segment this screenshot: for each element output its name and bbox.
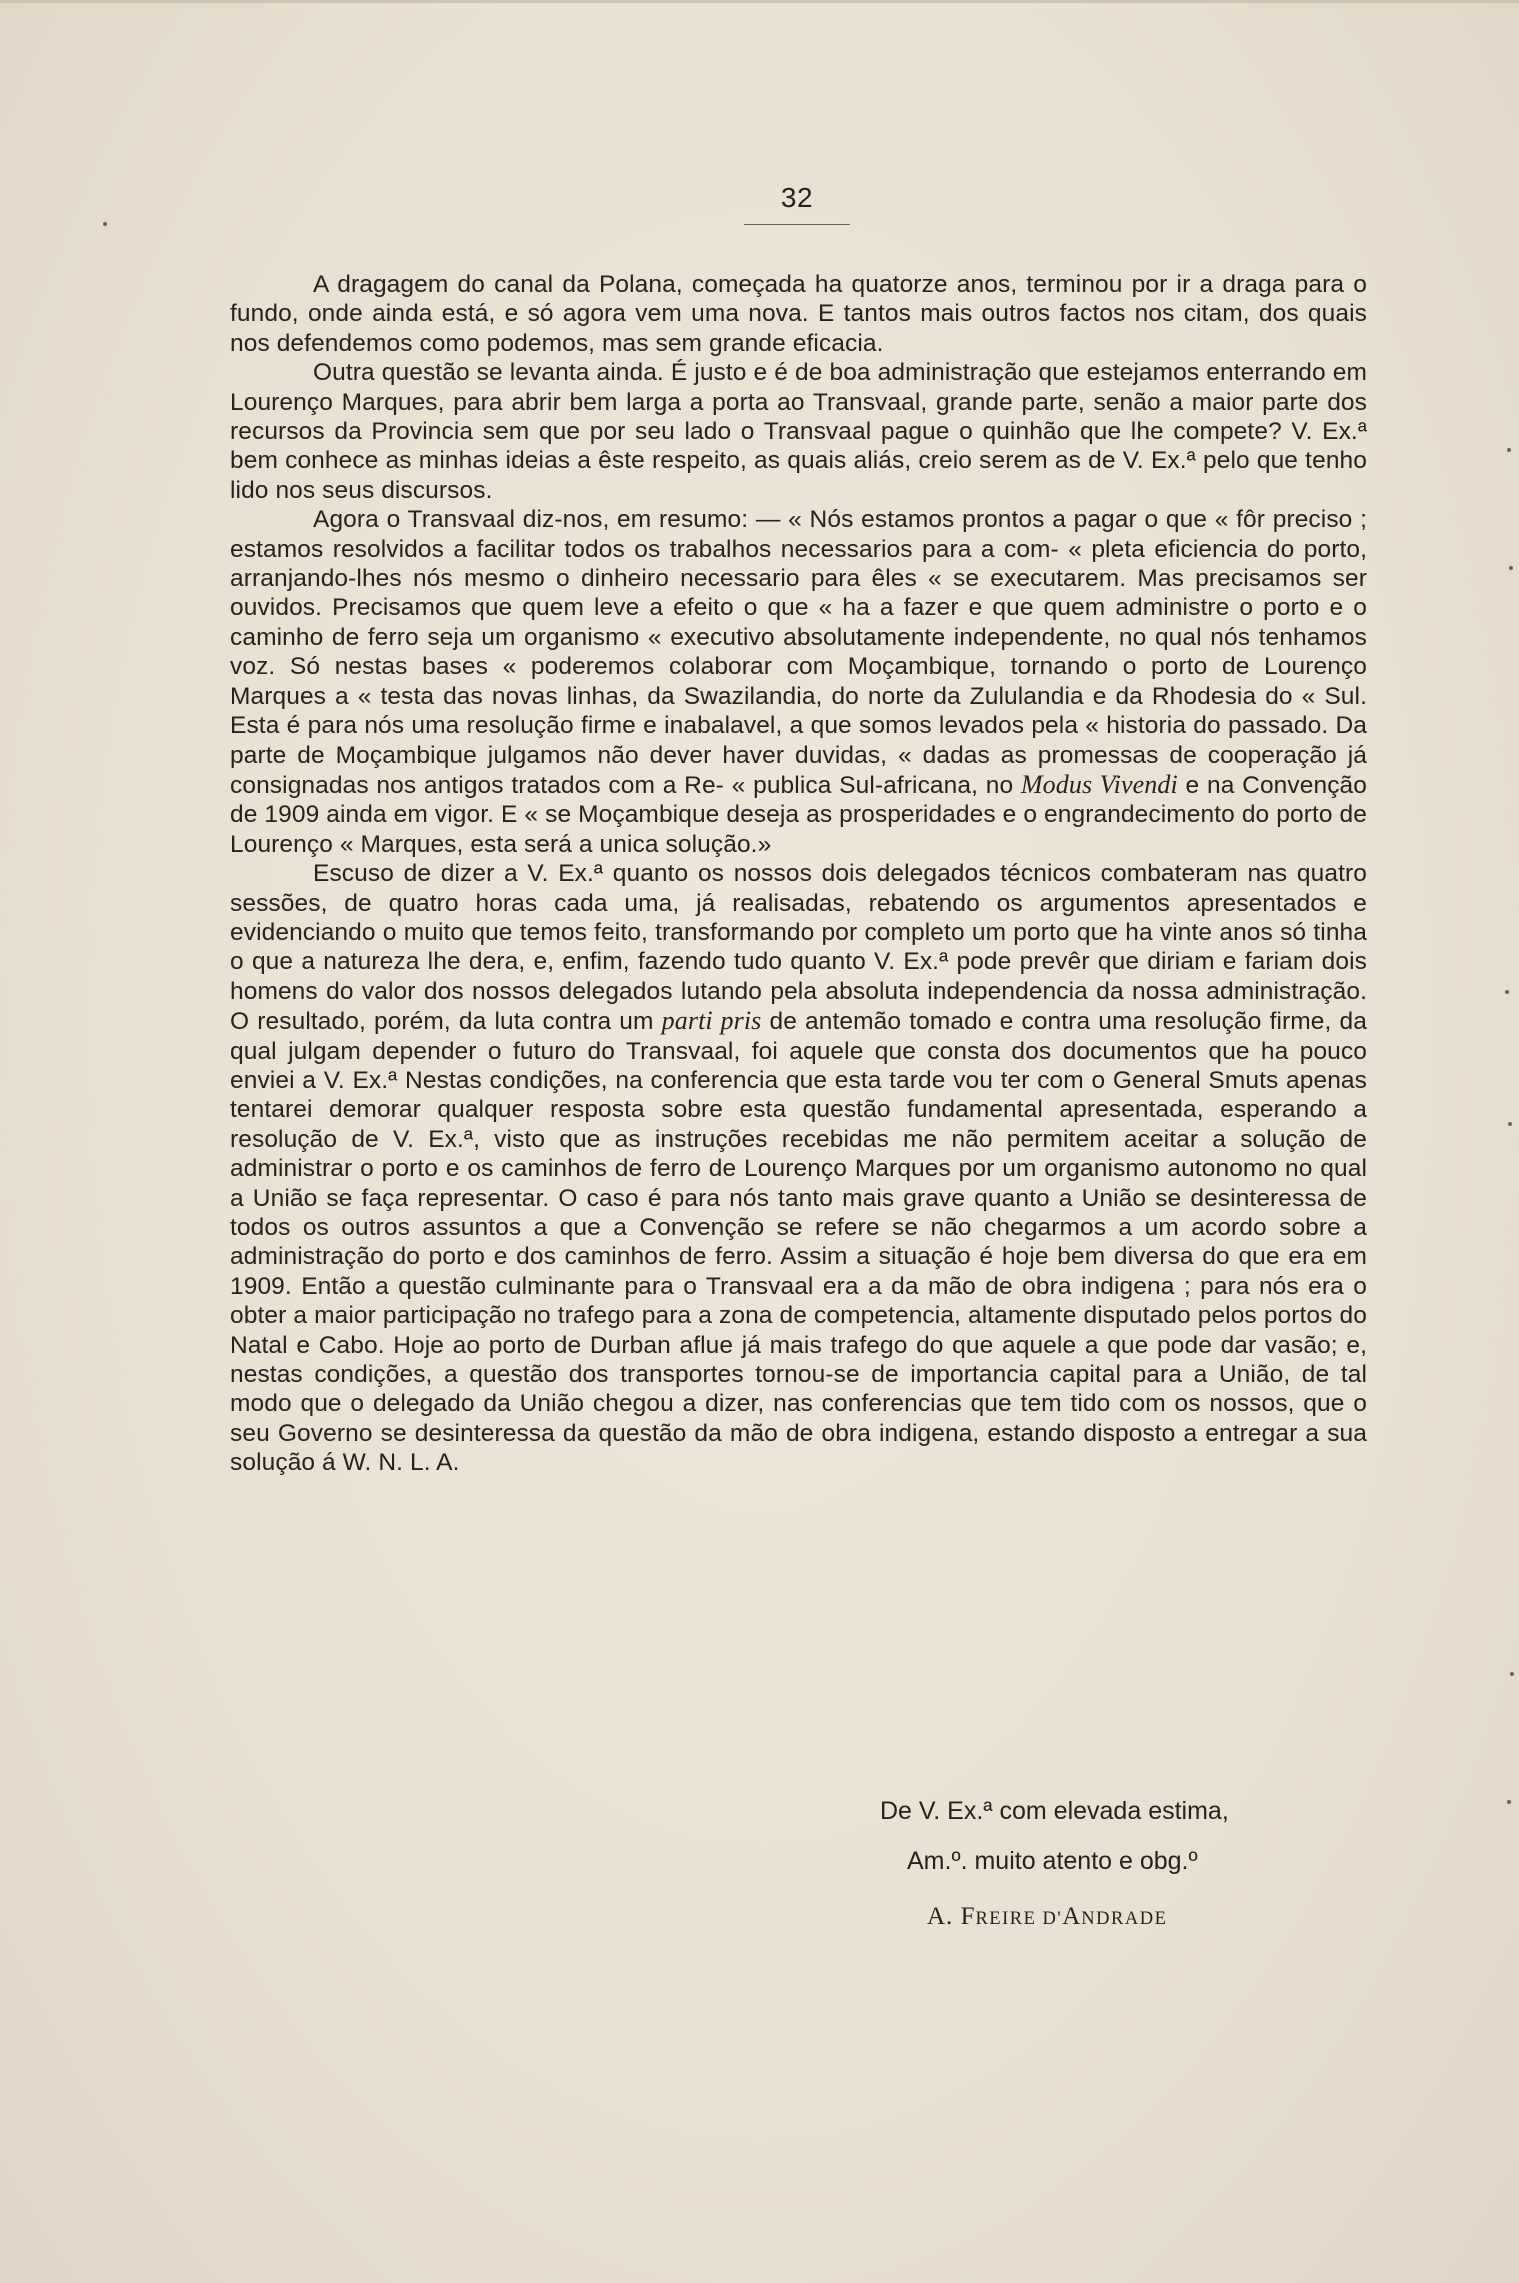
paper-speck [1508, 1122, 1512, 1126]
paper-speck [1509, 566, 1513, 570]
parti-pris-italic: parti pris [661, 1006, 762, 1036]
signature [927, 1903, 1167, 1931]
signature-cap-1: F [960, 1903, 976, 1930]
signature-initial: A. [927, 1903, 954, 1930]
signature-smallcaps-2: NDRADE [1081, 1909, 1168, 1929]
paragraph-3-text: Agora o Transvaal diz-nos, em resumo: — « Nós estamos prontos a pagar o que « fôr preciso ; estamos resolvidos a facilitar todos os trabalhos necessarios para a com- « pleta eficiencia do porto, arranjando-lhes nós mesmo o dinheiro necessario para êles « se executarem. Mas precisamos ser ouvidos. Precisamos que quem leve a efeito o que « ha a fazer e que quem administre o porto e o caminho de ferro seja um organismo « executivo absolutamente independente, no qual nós tenhamos voz. Só nestas bases « poderemos colaborar com Moçambique, tornando o porto de Lourenço Marques a « testa das novas linhas, da Swazilandia, do norte da Zululandia e da Rhodesia do « Sul. Esta é para nós uma resolução firme e inabalavel, a que somos levados pela « historia do passado. Da parte de Moçambique julgamos não dever haver duvidas, « dadas as promessas de cooperação já consignadas nos antigos tratados com a Re- « publica Sul-africana, no [230, 506, 1367, 799]
letter-body [230, 270, 1367, 1478]
page-number-rule [744, 224, 850, 225]
modus-vivendi-italic: Modus Vivendi [1020, 769, 1178, 799]
signature-cap-2: A [1062, 1903, 1082, 1930]
paper-speck [1507, 1800, 1511, 1804]
closing-line-1: De V. Ex.ª com elevada estima, [880, 1797, 1229, 1825]
closing-block [880, 1786, 1229, 1886]
paragraph-4-tail: de antemão tomado e contra uma resolução firme, da qual julgam depender o futuro do Transvaal, foi aquele que consta dos documentos que ha pouco enviei a V. Ex.ª Nestas condições, na conferencia que esta tarde vou ter com o General Smuts apenas tentarei demorar qualquer resposta sobre esta questão fundamental apresentada, esperando a resolução de V. Ex.ª, visto que as instruções recebidas me não permitem aceitar a solução de administrar o porto e os caminhos de ferro de Lourenço Marques por um organismo autonomo no qual a União se faça representar. O caso é para nós tanto mais grave quanto a União se desinteressa de todos os outros assuntos a que a Convenção se refere se não chegarmos a um acordo sobre a administração do porto e dos caminhos de ferro. Assim a situação é hoje bem diversa do que era em 1909. Então a questão culminante para o Transvaal era a da mão de obra indigena ; para nós era o obter a maior participação no trafego para a zona de competencia, altamente disputado pelos portos do Natal e Cabo. Hoje ao porto de Durban aflue já mais trafego do que aquele a que pode dar vasão; e, nestas condições, a questão dos transportes tornou-se de importancia capital para a União, de tal modo que o delegado da União chegou a dizer, nas conferencias que tem tido com os nossos, que o seu Governo se desinteressa da questão da mão de obra indigena, estando disposto a entregar a sua solução á W. N. L. A. [230, 1008, 1367, 1477]
paragraph-3 [230, 505, 1367, 859]
page-number: 32 [780, 182, 814, 213]
closing-line-2: Am.º. muito atento e obg.º [907, 1847, 1198, 1875]
paragraph-4 [230, 859, 1367, 1478]
paper-speck [1505, 990, 1509, 994]
paragraph-4-text: Escuso de dizer a V. Ex.ª quanto os nossos dois delegados técnicos combateram nas quatro sessões, de quatro horas cada uma, já realisadas, rebatendo os argumentos apresentados e evidenciando o muito que temos feito, transformando por completo um porto que ha vinte anos só tinha o que a natureza lhe dera, e, enfim, fazendo tudo quanto V. Ex.ª pode prevêr que diriam e fariam dois homens do valor dos nossos delegados lutando pela absoluta independencia da nossa administração. O resultado, porém, da luta contra um [230, 860, 1367, 1036]
paper-speck [1510, 1672, 1514, 1676]
signature-smallcaps-1: REIRE D' [975, 1909, 1063, 1929]
page-top-edge [0, 0, 1519, 3]
paper-speck [1507, 448, 1511, 452]
paragraph-2: Outra questão se levanta ainda. É justo e é de boa administração que estejamos enterrando em Lourenço Marques, para abrir bem larga a porta ao Transvaal, grande parte, senão a maior parte dos recursos da Provincia sem que por seu lado o Transvaal pague o quinhão que lhe compete? V. Ex.ª bem conhece as minhas ideias a êste respeito, as quais aliás, creio serem as de V. Ex.ª pelo que tenho lido nos seus discursos. [230, 359, 1367, 504]
paper-speck [103, 222, 107, 226]
paragraph-1: A dragagem do canal da Polana, começada ha quatorze anos, terminou por ir a draga para o fundo, onde ainda está, e só agora vem uma nova. E tantos mais outros factos nos citam, dos quais nos defendemos como podemos, mas sem grande eficacia. [230, 271, 1367, 357]
paragraph-3-tail: e na Convenção de 1909 ainda em vigor. E « se Moçambique deseja as prosperidades e o engrandecimento do porto de Lourenço « Marques, esta será a unica solução.» [230, 771, 1367, 858]
